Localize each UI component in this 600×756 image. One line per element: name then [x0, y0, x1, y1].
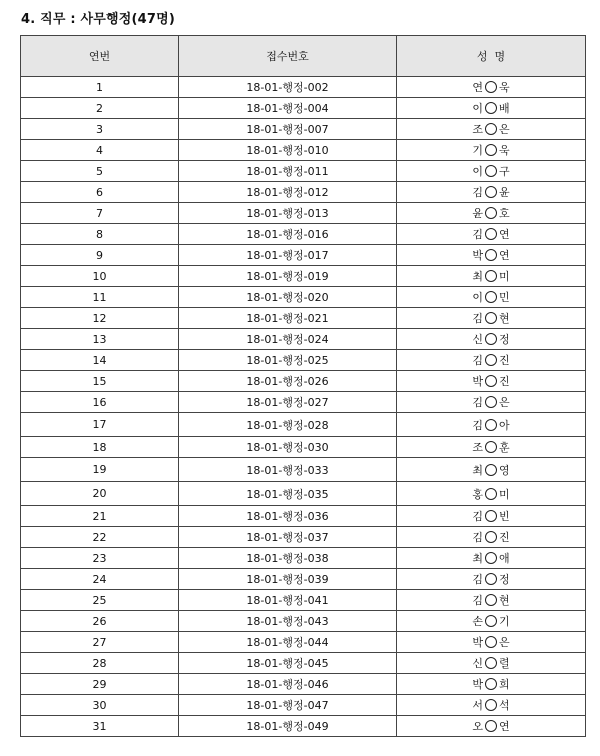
mask-circle-icon [485, 657, 497, 669]
receipt-number: 18-01-행정-033 [179, 458, 397, 482]
masked-name [397, 182, 586, 203]
receipt-number: 18-01-행정-025 [179, 350, 397, 371]
masked-name [397, 77, 586, 98]
masked-name [397, 119, 586, 140]
table-row [21, 77, 586, 98]
row-number: 15 [21, 371, 179, 392]
receipt-number: 18-01-행정-037 [179, 527, 397, 548]
row-number: 31 [21, 716, 179, 737]
name-first-char: 기 [472, 144, 483, 157]
row-number: 4 [21, 140, 179, 161]
receipt-number: 18-01-행정-012 [179, 182, 397, 203]
table-row [21, 458, 586, 482]
receipt-number: 18-01-행정-036 [179, 506, 397, 527]
masked-name [397, 308, 586, 329]
name-first-char: 홍 [472, 487, 483, 501]
table-row [21, 653, 586, 674]
masked-name [397, 287, 586, 308]
masked-name [397, 569, 586, 590]
table-row [21, 98, 586, 119]
masked-name [397, 98, 586, 119]
masked-name [397, 371, 586, 392]
masked-name [397, 437, 586, 458]
masked-name [397, 392, 586, 413]
receipt-number: 18-01-행정-019 [179, 266, 397, 287]
name-first-char: 박 [472, 375, 483, 388]
name-last-char: 석 [499, 699, 510, 712]
name-last-char: 애 [499, 552, 510, 565]
name-last-char: 현 [499, 594, 510, 607]
masked-name [397, 203, 586, 224]
receipt-number: 18-01-행정-002 [179, 77, 397, 98]
row-number: 13 [21, 329, 179, 350]
mask-circle-icon [485, 249, 497, 261]
receipt-number: 18-01-행정-024 [179, 329, 397, 350]
masked-name [397, 590, 586, 611]
row-number: 11 [21, 287, 179, 308]
row-number: 23 [21, 548, 179, 569]
row-number: 21 [21, 506, 179, 527]
mask-circle-icon [485, 531, 497, 543]
row-number: 24 [21, 569, 179, 590]
row-number: 22 [21, 527, 179, 548]
name-last-char: 정 [499, 333, 510, 346]
row-number: 5 [21, 161, 179, 182]
masked-name [397, 632, 586, 653]
row-number: 9 [21, 245, 179, 266]
row-number: 10 [21, 266, 179, 287]
receipt-number: 18-01-행정-030 [179, 437, 397, 458]
name-first-char: 오 [472, 720, 483, 733]
column-header-receipt: 접수번호 [179, 36, 397, 77]
mask-circle-icon [485, 419, 497, 431]
table-row [21, 161, 586, 182]
row-number: 29 [21, 674, 179, 695]
table-row [21, 266, 586, 287]
table-row [21, 182, 586, 203]
row-number: 12 [21, 308, 179, 329]
name-first-char: 박 [472, 678, 483, 691]
mask-circle-icon [485, 186, 497, 198]
receipt-number: 18-01-행정-045 [179, 653, 397, 674]
receipt-number: 18-01-행정-041 [179, 590, 397, 611]
name-last-char: 진 [499, 354, 510, 367]
mask-circle-icon [485, 594, 497, 606]
row-number: 20 [21, 482, 179, 506]
name-last-char: 연 [499, 249, 510, 262]
mask-circle-icon [485, 144, 497, 156]
masked-name [397, 506, 586, 527]
column-header-number: 연번 [21, 36, 179, 77]
name-first-char: 서 [472, 699, 483, 712]
row-number: 7 [21, 203, 179, 224]
masked-name [397, 458, 586, 482]
receipt-number: 18-01-행정-046 [179, 674, 397, 695]
receipt-number: 18-01-행정-013 [179, 203, 397, 224]
table-row [21, 413, 586, 437]
row-number: 2 [21, 98, 179, 119]
name-first-char: 최 [472, 463, 483, 477]
name-last-char: 연 [499, 720, 510, 733]
name-first-char: 윤 [472, 207, 483, 220]
masked-name [397, 350, 586, 371]
mask-circle-icon [485, 488, 497, 500]
name-last-char: 배 [499, 102, 510, 115]
applicant-table [20, 35, 586, 737]
name-last-char: 현 [499, 312, 510, 325]
name-last-char: 렬 [499, 657, 510, 670]
name-first-char: 손 [472, 615, 483, 628]
masked-name [397, 161, 586, 182]
table-row [21, 371, 586, 392]
name-last-char: 영 [499, 463, 510, 477]
row-number: 25 [21, 590, 179, 611]
name-first-char: 김 [472, 418, 483, 432]
table-row [21, 350, 586, 371]
mask-circle-icon [485, 312, 497, 324]
name-last-char: 은 [499, 123, 510, 136]
masked-name [397, 245, 586, 266]
table-row [21, 482, 586, 506]
mask-circle-icon [485, 81, 497, 93]
table-row [21, 695, 586, 716]
table-row [21, 716, 586, 737]
receipt-number: 18-01-행정-039 [179, 569, 397, 590]
row-number: 14 [21, 350, 179, 371]
masked-name [397, 527, 586, 548]
table-body [21, 77, 586, 737]
masked-name [397, 224, 586, 245]
table-row [21, 674, 586, 695]
table-row [21, 203, 586, 224]
mask-circle-icon [485, 396, 497, 408]
table-row [21, 392, 586, 413]
name-last-char: 빈 [499, 510, 510, 523]
name-first-char: 신 [472, 657, 483, 670]
table-header-row [21, 36, 586, 77]
row-number: 1 [21, 77, 179, 98]
receipt-number: 18-01-행정-028 [179, 413, 397, 437]
masked-name [397, 674, 586, 695]
table-row [21, 611, 586, 632]
masked-name [397, 653, 586, 674]
receipt-number: 18-01-행정-021 [179, 308, 397, 329]
name-last-char: 미 [499, 487, 510, 501]
table-row [21, 527, 586, 548]
mask-circle-icon [485, 165, 497, 177]
masked-name [397, 548, 586, 569]
name-first-char: 조 [472, 123, 483, 136]
name-last-char: 희 [499, 678, 510, 691]
name-first-char: 박 [472, 249, 483, 262]
mask-circle-icon [485, 699, 497, 711]
receipt-number: 18-01-행정-007 [179, 119, 397, 140]
table-row [21, 119, 586, 140]
row-number: 8 [21, 224, 179, 245]
name-last-char: 은 [499, 396, 510, 409]
table-row [21, 287, 586, 308]
name-last-char: 연 [499, 228, 510, 241]
receipt-number: 18-01-행정-035 [179, 482, 397, 506]
row-number: 16 [21, 392, 179, 413]
receipt-number: 18-01-행정-017 [179, 245, 397, 266]
name-last-char: 욱 [499, 144, 510, 157]
receipt-number: 18-01-행정-010 [179, 140, 397, 161]
row-number: 28 [21, 653, 179, 674]
masked-name [397, 611, 586, 632]
row-number: 30 [21, 695, 179, 716]
name-last-char: 은 [499, 636, 510, 649]
receipt-number: 18-01-행정-049 [179, 716, 397, 737]
receipt-number: 18-01-행정-016 [179, 224, 397, 245]
name-first-char: 연 [472, 81, 483, 94]
name-last-char: 진 [499, 375, 510, 388]
section-title: 4. 직무 : 사무행정(47명) [21, 12, 176, 27]
mask-circle-icon [485, 270, 497, 282]
name-first-char: 조 [472, 441, 483, 454]
table-row [21, 140, 586, 161]
masked-name [397, 266, 586, 287]
receipt-number: 18-01-행정-004 [179, 98, 397, 119]
row-number: 27 [21, 632, 179, 653]
table-row [21, 590, 586, 611]
table-row [21, 224, 586, 245]
name-first-char: 김 [472, 228, 483, 241]
mask-circle-icon [485, 375, 497, 387]
name-first-char: 이 [472, 165, 483, 178]
receipt-number: 18-01-행정-043 [179, 611, 397, 632]
name-first-char: 김 [472, 594, 483, 607]
name-first-char: 김 [472, 573, 483, 586]
table-row [21, 308, 586, 329]
name-last-char: 민 [499, 291, 510, 304]
receipt-number: 18-01-행정-038 [179, 548, 397, 569]
name-last-char: 아 [499, 418, 510, 432]
table-row [21, 548, 586, 569]
name-first-char: 김 [472, 396, 483, 409]
name-last-char: 윤 [499, 186, 510, 199]
table-row [21, 632, 586, 653]
mask-circle-icon [485, 333, 497, 345]
receipt-number: 18-01-행정-027 [179, 392, 397, 413]
table-row [21, 506, 586, 527]
receipt-number: 18-01-행정-047 [179, 695, 397, 716]
mask-circle-icon [485, 354, 497, 366]
mask-circle-icon [485, 441, 497, 453]
row-number: 3 [21, 119, 179, 140]
row-number: 19 [21, 458, 179, 482]
mask-circle-icon [485, 207, 497, 219]
mask-circle-icon [485, 102, 497, 114]
masked-name [397, 413, 586, 437]
masked-name [397, 695, 586, 716]
name-last-char: 정 [499, 573, 510, 586]
mask-circle-icon [485, 573, 497, 585]
mask-circle-icon [485, 552, 497, 564]
table-row [21, 329, 586, 350]
name-last-char: 훈 [499, 441, 510, 454]
masked-name [397, 329, 586, 350]
column-header-name: 성 명 [397, 36, 586, 77]
name-first-char: 최 [472, 270, 483, 283]
receipt-number: 18-01-행정-011 [179, 161, 397, 182]
mask-circle-icon [485, 291, 497, 303]
name-first-char: 신 [472, 333, 483, 346]
name-last-char: 기 [499, 615, 510, 628]
mask-circle-icon [485, 464, 497, 476]
row-number: 17 [21, 413, 179, 437]
receipt-number: 18-01-행정-020 [179, 287, 397, 308]
row-number: 6 [21, 182, 179, 203]
name-first-char: 이 [472, 291, 483, 304]
receipt-number: 18-01-행정-026 [179, 371, 397, 392]
mask-circle-icon [485, 678, 497, 690]
table-row [21, 245, 586, 266]
name-first-char: 박 [472, 636, 483, 649]
name-last-char: 호 [499, 207, 510, 220]
mask-circle-icon [485, 228, 497, 240]
name-last-char: 욱 [499, 81, 510, 94]
masked-name [397, 140, 586, 161]
name-last-char: 진 [499, 531, 510, 544]
mask-circle-icon [485, 636, 497, 648]
name-first-char: 이 [472, 102, 483, 115]
name-first-char: 김 [472, 531, 483, 544]
row-number: 26 [21, 611, 179, 632]
name-first-char: 김 [472, 510, 483, 523]
row-number: 18 [21, 437, 179, 458]
table-row [21, 437, 586, 458]
name-first-char: 김 [472, 186, 483, 199]
mask-circle-icon [485, 720, 497, 732]
masked-name [397, 482, 586, 506]
name-first-char: 김 [472, 312, 483, 325]
name-last-char: 미 [499, 270, 510, 283]
masked-name [397, 716, 586, 737]
mask-circle-icon [485, 510, 497, 522]
mask-circle-icon [485, 615, 497, 627]
table-row [21, 569, 586, 590]
name-last-char: 구 [499, 165, 510, 178]
receipt-number: 18-01-행정-044 [179, 632, 397, 653]
mask-circle-icon [485, 123, 497, 135]
name-first-char: 최 [472, 552, 483, 565]
name-first-char: 김 [472, 354, 483, 367]
